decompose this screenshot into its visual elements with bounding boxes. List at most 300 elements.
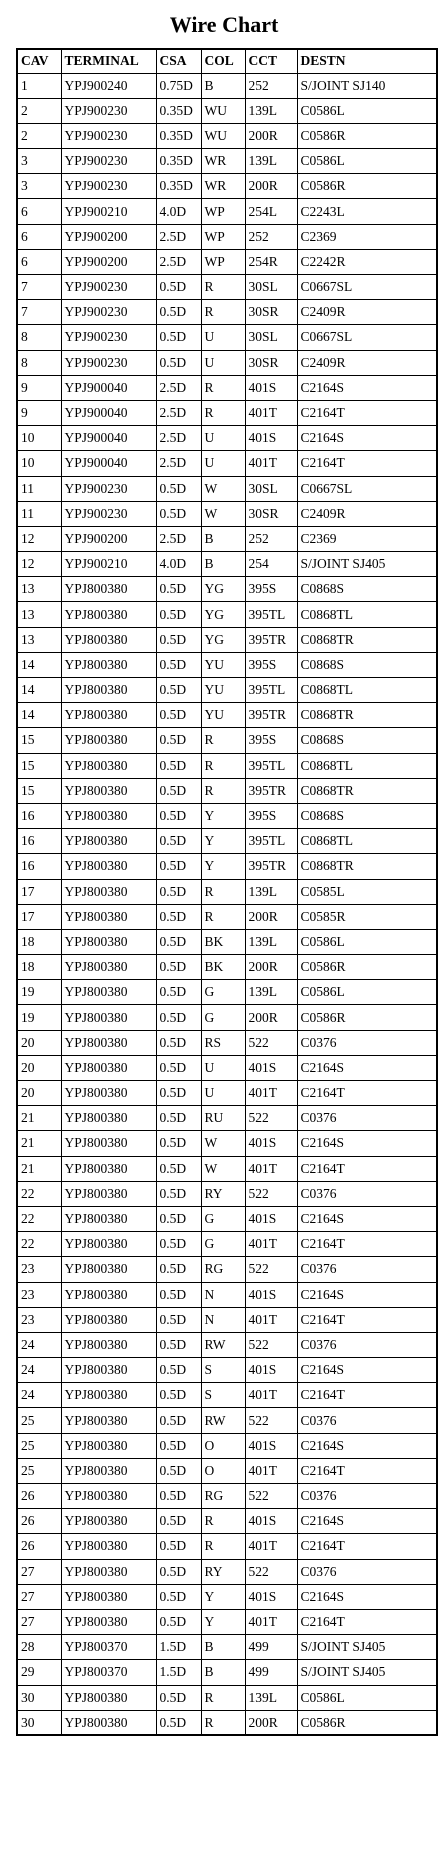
cct-cell: 401S	[245, 1131, 297, 1156]
col-cell: BK	[201, 929, 245, 954]
csa-cell: 2.5D	[156, 526, 201, 551]
col-cell: N	[201, 1282, 245, 1307]
cct-cell: 252	[245, 73, 297, 98]
csa-cell: 0.5D	[156, 803, 201, 828]
destn-cell: C0868TR	[297, 778, 437, 803]
col-cell: R	[201, 375, 245, 400]
cct-cell: 395S	[245, 577, 297, 602]
destn-cell: C2164T	[297, 1156, 437, 1181]
cav-cell: 7	[17, 275, 61, 300]
terminal-cell: YPJ800380	[61, 1055, 156, 1080]
col-cell: RG	[201, 1257, 245, 1282]
cav-cell: 26	[17, 1484, 61, 1509]
csa-cell: 0.5D	[156, 1181, 201, 1206]
destn-cell: C2164S	[297, 1584, 437, 1609]
terminal-cell: YPJ900040	[61, 426, 156, 451]
col-cell: U	[201, 426, 245, 451]
table-row	[17, 275, 437, 300]
cct-cell: 252	[245, 224, 297, 249]
col-cell: Y	[201, 1609, 245, 1634]
csa-cell: 0.5D	[156, 1358, 201, 1383]
csa-cell: 0.5D	[156, 703, 201, 728]
terminal-cell: YPJ900210	[61, 552, 156, 577]
col-cell: U	[201, 325, 245, 350]
col-cell: W	[201, 1131, 245, 1156]
cav-cell: 10	[17, 451, 61, 476]
col-cell: WP	[201, 249, 245, 274]
destn-cell: C2164T	[297, 400, 437, 425]
csa-cell: 0.5D	[156, 955, 201, 980]
destn-cell: C0868S	[297, 577, 437, 602]
csa-cell: 0.5D	[156, 1534, 201, 1559]
cct-cell: 401S	[245, 1055, 297, 1080]
destn-cell: S/JOINT SJ405	[297, 1660, 437, 1685]
terminal-cell: YPJ800380	[61, 1181, 156, 1206]
csa-cell: 0.5D	[156, 1131, 201, 1156]
cct-cell: 200R	[245, 174, 297, 199]
col-cell: RS	[201, 1030, 245, 1055]
csa-cell: 0.5D	[156, 1559, 201, 1584]
table-row	[17, 98, 437, 123]
col-cell: RU	[201, 1106, 245, 1131]
destn-cell: C0667SL	[297, 275, 437, 300]
cav-cell: 24	[17, 1358, 61, 1383]
col-cell: G	[201, 1005, 245, 1030]
destn-cell: C2164T	[297, 1609, 437, 1634]
cav-cell: 13	[17, 627, 61, 652]
table-row	[17, 1005, 437, 1030]
cav-cell: 29	[17, 1660, 61, 1685]
csa-cell: 0.5D	[156, 627, 201, 652]
cav-cell: 6	[17, 199, 61, 224]
destn-cell: C0868TL	[297, 753, 437, 778]
csa-cell: 0.5D	[156, 1383, 201, 1408]
col-cell: B	[201, 1660, 245, 1685]
col-cell: U	[201, 1081, 245, 1106]
terminal-cell: YPJ900200	[61, 249, 156, 274]
cct-cell: 139L	[245, 1685, 297, 1710]
col-cell: U	[201, 350, 245, 375]
column-header-cct: CCT	[245, 49, 297, 73]
cav-cell: 15	[17, 778, 61, 803]
cct-cell: 200R	[245, 1005, 297, 1030]
cct-cell: 401S	[245, 1282, 297, 1307]
csa-cell: 0.5D	[156, 1433, 201, 1458]
destn-cell: C0585L	[297, 879, 437, 904]
terminal-cell: YPJ800380	[61, 929, 156, 954]
destn-cell: C0586R	[297, 174, 437, 199]
col-cell: O	[201, 1458, 245, 1483]
terminal-cell: YPJ900210	[61, 199, 156, 224]
cav-cell: 8	[17, 325, 61, 350]
csa-cell: 2.5D	[156, 451, 201, 476]
csa-cell: 0.5D	[156, 577, 201, 602]
cct-cell: 395TL	[245, 753, 297, 778]
cct-cell: 499	[245, 1635, 297, 1660]
col-cell: R	[201, 753, 245, 778]
cct-cell: 395TR	[245, 778, 297, 803]
terminal-cell: YPJ800380	[61, 1685, 156, 1710]
cav-cell: 30	[17, 1685, 61, 1710]
col-cell: Y	[201, 1584, 245, 1609]
csa-cell: 0.5D	[156, 1509, 201, 1534]
destn-cell: C2369	[297, 526, 437, 551]
destn-cell: C0376	[297, 1484, 437, 1509]
table-row	[17, 1106, 437, 1131]
destn-cell: S/JOINT SJ140	[297, 73, 437, 98]
wire-chart-table	[16, 48, 438, 1736]
table-row	[17, 1206, 437, 1231]
table-row	[17, 1307, 437, 1332]
terminal-cell: YPJ800380	[61, 829, 156, 854]
terminal-cell: YPJ800380	[61, 1383, 156, 1408]
csa-cell: 2.5D	[156, 426, 201, 451]
table-row	[17, 552, 437, 577]
col-cell: R	[201, 275, 245, 300]
csa-cell: 0.5D	[156, 1156, 201, 1181]
table-row	[17, 149, 437, 174]
table-row	[17, 526, 437, 551]
csa-cell: 0.5D	[156, 1609, 201, 1634]
cav-cell: 11	[17, 501, 61, 526]
destn-cell: C2242R	[297, 249, 437, 274]
cct-cell: 139L	[245, 879, 297, 904]
col-cell: WP	[201, 224, 245, 249]
cct-cell: 401S	[245, 1509, 297, 1534]
cct-cell: 401T	[245, 1609, 297, 1634]
table-row	[17, 1232, 437, 1257]
terminal-cell: YPJ800380	[61, 1282, 156, 1307]
csa-cell: 2.5D	[156, 249, 201, 274]
col-cell: R	[201, 904, 245, 929]
csa-cell: 0.5D	[156, 1307, 201, 1332]
cav-cell: 1	[17, 73, 61, 98]
cav-cell: 7	[17, 300, 61, 325]
csa-cell: 0.5D	[156, 753, 201, 778]
table-row	[17, 929, 437, 954]
cct-cell: 395TR	[245, 854, 297, 879]
destn-cell: C0586R	[297, 123, 437, 148]
destn-cell: C0586R	[297, 1710, 437, 1735]
col-cell: RY	[201, 1559, 245, 1584]
col-cell: Y	[201, 803, 245, 828]
destn-cell: C2164T	[297, 1383, 437, 1408]
destn-cell: C2164S	[297, 1131, 437, 1156]
csa-cell: 0.5D	[156, 300, 201, 325]
csa-cell: 4.0D	[156, 199, 201, 224]
cct-cell: 401T	[245, 1383, 297, 1408]
cct-cell: 200R	[245, 123, 297, 148]
terminal-cell: YPJ800380	[61, 955, 156, 980]
destn-cell: C0586R	[297, 1005, 437, 1030]
cav-cell: 18	[17, 929, 61, 954]
table-row	[17, 1534, 437, 1559]
destn-cell: C0868S	[297, 803, 437, 828]
csa-cell: 0.5D	[156, 1081, 201, 1106]
page-title: Wire Chart	[169, 12, 279, 37]
cct-cell: 200R	[245, 1710, 297, 1735]
csa-cell: 0.5D	[156, 476, 201, 501]
csa-cell: 0.35D	[156, 149, 201, 174]
cav-cell: 24	[17, 1383, 61, 1408]
terminal-cell: YPJ800380	[61, 1030, 156, 1055]
table-row	[17, 1282, 437, 1307]
destn-cell: C2164T	[297, 451, 437, 476]
table-row	[17, 829, 437, 854]
csa-cell: 0.5D	[156, 1685, 201, 1710]
csa-cell: 1.5D	[156, 1660, 201, 1685]
cav-cell: 26	[17, 1509, 61, 1534]
destn-cell: C2164S	[297, 1358, 437, 1383]
terminal-cell: YPJ900230	[61, 476, 156, 501]
table-row	[17, 904, 437, 929]
terminal-cell: YPJ800380	[61, 1559, 156, 1584]
csa-cell: 0.5D	[156, 1458, 201, 1483]
cct-cell: 522	[245, 1030, 297, 1055]
csa-cell: 2.5D	[156, 400, 201, 425]
cct-cell: 522	[245, 1332, 297, 1357]
cct-cell: 30SL	[245, 275, 297, 300]
destn-cell: C2164T	[297, 1307, 437, 1332]
destn-cell: C2164T	[297, 1458, 437, 1483]
table-row	[17, 879, 437, 904]
terminal-cell: YPJ900230	[61, 149, 156, 174]
csa-cell: 0.5D	[156, 1332, 201, 1357]
cct-cell: 30SR	[245, 300, 297, 325]
column-header-cav: CAV	[17, 49, 61, 73]
cct-cell: 401S	[245, 426, 297, 451]
table-row	[17, 1030, 437, 1055]
col-cell: YG	[201, 602, 245, 627]
csa-cell: 0.5D	[156, 1408, 201, 1433]
cav-cell: 9	[17, 375, 61, 400]
csa-cell: 0.5D	[156, 1005, 201, 1030]
cct-cell: 522	[245, 1181, 297, 1206]
cct-cell: 522	[245, 1559, 297, 1584]
cav-cell: 20	[17, 1055, 61, 1080]
cct-cell: 200R	[245, 955, 297, 980]
terminal-cell: YPJ800380	[61, 1584, 156, 1609]
col-cell: R	[201, 400, 245, 425]
cct-cell: 401S	[245, 1206, 297, 1231]
table-row	[17, 1710, 437, 1735]
table-row	[17, 174, 437, 199]
cav-cell: 21	[17, 1156, 61, 1181]
cct-cell: 401T	[245, 1232, 297, 1257]
terminal-cell: YPJ900240	[61, 73, 156, 98]
destn-cell: S/JOINT SJ405	[297, 552, 437, 577]
csa-cell: 0.35D	[156, 174, 201, 199]
col-cell: RG	[201, 1484, 245, 1509]
cav-cell: 2	[17, 123, 61, 148]
table-row	[17, 1332, 437, 1357]
col-cell: U	[201, 451, 245, 476]
col-cell: U	[201, 1055, 245, 1080]
destn-cell: C2164T	[297, 1534, 437, 1559]
table-row	[17, 678, 437, 703]
cav-cell: 12	[17, 526, 61, 551]
destn-cell: C0376	[297, 1106, 437, 1131]
cct-cell: 401S	[245, 375, 297, 400]
cav-cell: 27	[17, 1559, 61, 1584]
cct-cell: 395S	[245, 652, 297, 677]
csa-cell: 0.5D	[156, 879, 201, 904]
col-cell: R	[201, 879, 245, 904]
col-cell: G	[201, 1232, 245, 1257]
destn-cell: C2164S	[297, 426, 437, 451]
col-cell: Y	[201, 829, 245, 854]
col-cell: S	[201, 1383, 245, 1408]
csa-cell: 4.0D	[156, 552, 201, 577]
table-row	[17, 728, 437, 753]
cct-cell: 401T	[245, 1156, 297, 1181]
cav-cell: 23	[17, 1307, 61, 1332]
destn-cell: C2164T	[297, 1081, 437, 1106]
cav-cell: 23	[17, 1282, 61, 1307]
csa-cell: 0.5D	[156, 678, 201, 703]
table-row	[17, 73, 437, 98]
destn-cell: C0586L	[297, 980, 437, 1005]
cav-cell: 24	[17, 1332, 61, 1357]
destn-cell: C2164T	[297, 1232, 437, 1257]
table-row	[17, 803, 437, 828]
terminal-cell: YPJ800380	[61, 627, 156, 652]
terminal-cell: YPJ900040	[61, 451, 156, 476]
cct-cell: 30SR	[245, 501, 297, 526]
terminal-cell: YPJ900230	[61, 123, 156, 148]
cav-cell: 19	[17, 1005, 61, 1030]
destn-cell: C2164S	[297, 1509, 437, 1534]
col-cell: WU	[201, 98, 245, 123]
destn-cell: C2409R	[297, 300, 437, 325]
csa-cell: 0.35D	[156, 98, 201, 123]
destn-cell: C2164S	[297, 1282, 437, 1307]
table-row	[17, 1156, 437, 1181]
table-row	[17, 854, 437, 879]
csa-cell: 0.5D	[156, 1584, 201, 1609]
col-cell: O	[201, 1433, 245, 1458]
destn-cell: C0667SL	[297, 476, 437, 501]
cct-cell: 499	[245, 1660, 297, 1685]
col-cell: YU	[201, 703, 245, 728]
csa-cell: 0.5D	[156, 980, 201, 1005]
cav-cell: 14	[17, 652, 61, 677]
table-row	[17, 1131, 437, 1156]
table-row	[17, 753, 437, 778]
terminal-cell: YPJ800380	[61, 728, 156, 753]
table-row	[17, 1408, 437, 1433]
table-row	[17, 1055, 437, 1080]
col-cell: B	[201, 73, 245, 98]
cct-cell: 254L	[245, 199, 297, 224]
terminal-cell: YPJ800380	[61, 1534, 156, 1559]
col-cell: Y	[201, 854, 245, 879]
cav-cell: 22	[17, 1232, 61, 1257]
col-cell: BK	[201, 955, 245, 980]
destn-cell: C0376	[297, 1332, 437, 1357]
terminal-cell: YPJ800380	[61, 652, 156, 677]
table-body	[17, 73, 437, 1735]
cct-cell: 522	[245, 1484, 297, 1509]
cct-cell: 254	[245, 552, 297, 577]
cav-cell: 30	[17, 1710, 61, 1735]
column-header-col: COL	[201, 49, 245, 73]
cct-cell: 395TL	[245, 829, 297, 854]
table-row	[17, 1257, 437, 1282]
cct-cell: 395TR	[245, 703, 297, 728]
terminal-cell: YPJ900200	[61, 224, 156, 249]
col-cell: R	[201, 1534, 245, 1559]
cav-cell: 11	[17, 476, 61, 501]
destn-cell: C0586L	[297, 149, 437, 174]
table-row	[17, 1609, 437, 1634]
cct-cell: 395TR	[245, 627, 297, 652]
cct-cell: 401S	[245, 1358, 297, 1383]
cav-cell: 23	[17, 1257, 61, 1282]
destn-cell: S/JOINT SJ405	[297, 1635, 437, 1660]
terminal-cell: YPJ800380	[61, 1206, 156, 1231]
cav-cell: 15	[17, 728, 61, 753]
cct-cell: 401T	[245, 1081, 297, 1106]
terminal-cell: YPJ800380	[61, 854, 156, 879]
destn-cell: C0868TR	[297, 627, 437, 652]
table-row	[17, 1559, 437, 1584]
cav-cell: 26	[17, 1534, 61, 1559]
cav-cell: 2	[17, 98, 61, 123]
terminal-cell: YPJ800380	[61, 778, 156, 803]
destn-cell: C0376	[297, 1559, 437, 1584]
destn-cell: C2409R	[297, 350, 437, 375]
csa-cell: 0.5D	[156, 1257, 201, 1282]
col-cell: YU	[201, 678, 245, 703]
cct-cell: 401T	[245, 1534, 297, 1559]
col-cell: RW	[201, 1408, 245, 1433]
terminal-cell: YPJ800380	[61, 904, 156, 929]
destn-cell: C0585R	[297, 904, 437, 929]
destn-cell: C2243L	[297, 199, 437, 224]
table-row	[17, 375, 437, 400]
terminal-cell: YPJ900040	[61, 375, 156, 400]
cav-cell: 19	[17, 980, 61, 1005]
terminal-cell: YPJ900230	[61, 300, 156, 325]
terminal-cell: YPJ800380	[61, 1106, 156, 1131]
table-row	[17, 703, 437, 728]
table-row	[17, 123, 437, 148]
col-cell: R	[201, 1685, 245, 1710]
cct-cell: 401S	[245, 1584, 297, 1609]
terminal-cell: YPJ800380	[61, 1332, 156, 1357]
csa-cell: 0.5D	[156, 1282, 201, 1307]
csa-cell: 0.5D	[156, 829, 201, 854]
cav-cell: 10	[17, 426, 61, 451]
col-cell: N	[201, 1307, 245, 1332]
csa-cell: 0.5D	[156, 350, 201, 375]
csa-cell: 0.5D	[156, 1484, 201, 1509]
col-cell: WU	[201, 123, 245, 148]
csa-cell: 0.5D	[156, 728, 201, 753]
destn-cell: C2409R	[297, 501, 437, 526]
cct-cell: 200R	[245, 904, 297, 929]
terminal-cell: YPJ900230	[61, 174, 156, 199]
terminal-cell: YPJ800380	[61, 980, 156, 1005]
cav-cell: 27	[17, 1609, 61, 1634]
destn-cell: C0586L	[297, 929, 437, 954]
col-cell: S	[201, 1358, 245, 1383]
destn-cell: C0586R	[297, 955, 437, 980]
terminal-cell: YPJ800380	[61, 803, 156, 828]
cct-cell: 395TL	[245, 602, 297, 627]
terminal-cell: YPJ900230	[61, 275, 156, 300]
